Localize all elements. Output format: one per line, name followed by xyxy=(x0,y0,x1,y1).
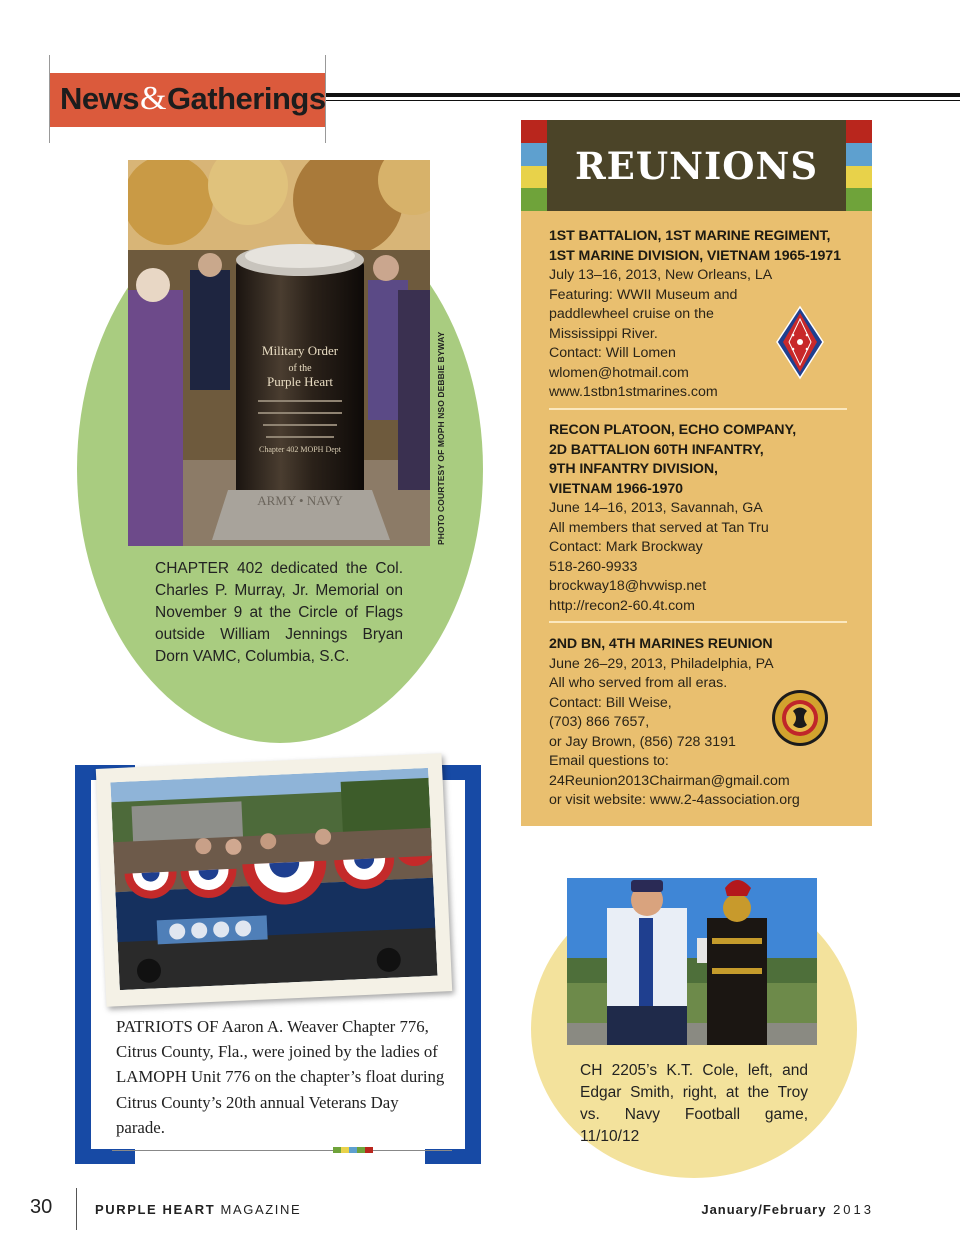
reunion-detail: All who served from all eras. xyxy=(549,675,728,691)
monument-line-2: of the xyxy=(288,363,312,374)
marine-division-diamond-icon xyxy=(775,305,825,380)
mini-stripe-green xyxy=(333,1147,341,1153)
reunion-detail: June 26–29, 2013, Philadelphia, PA xyxy=(549,655,774,672)
blue-bracket-left xyxy=(75,765,91,1164)
reunion-detail: Email questions to: xyxy=(549,753,669,769)
reunion-divider xyxy=(549,621,847,623)
reunion-heading: 2D BATTALION 60TH INFANTRY, xyxy=(549,441,764,458)
memorial-caption: CHAPTER 402 dedicated the Col. Charles P. Murray, Jr. Memorial on November 9 at the Circle of Flags outside William Jennings Bryan Dorn VAMC, Columbia, S.C. xyxy=(155,560,403,665)
reunion-heading: 9TH INFANTRY DIVISION, xyxy=(549,461,718,477)
stripe-red xyxy=(846,120,872,143)
reunion-detail: Contact: Bill Weise, xyxy=(549,694,672,711)
stripe-yellow xyxy=(521,166,547,189)
mini-stripe-red xyxy=(365,1147,373,1153)
reunion-detail: June 14–16, 2013, Savannah, GA xyxy=(549,500,763,516)
stripe-green xyxy=(846,188,872,211)
reunion-website: or visit website: www.2-4association.org xyxy=(549,792,800,808)
stripe-red xyxy=(521,120,547,143)
monument-line-1: Military Order xyxy=(261,343,339,358)
reunion-heading: VIETNAM 1966-1970 xyxy=(549,480,683,497)
monument-line-3: Purple Heart xyxy=(266,374,334,389)
blue-bracket-right xyxy=(465,765,481,1164)
reunion-phone: (703) 866 7657, xyxy=(549,714,650,730)
reunion-detail: All members that served at Tan Tru xyxy=(549,519,769,536)
reunion-website: www.1stbn1stmarines.com xyxy=(549,384,718,400)
reunion-email: wlomen@hotmail.com xyxy=(549,364,689,381)
issue-date: January/February 2013 xyxy=(701,1202,874,1217)
stripe-yellow xyxy=(846,166,872,189)
mini-stripe-yellow xyxy=(341,1147,349,1153)
reunion-heading: 2ND BN, 4TH MARINES REUNION xyxy=(549,636,773,652)
magazine-name: PURPLE HEART MAGAZINE xyxy=(95,1202,302,1217)
stripe-blue xyxy=(521,143,547,166)
mini-stripe-green xyxy=(357,1147,365,1153)
reunion-heading: RECON PLATOON, ECHO COMPANY, xyxy=(549,422,797,438)
blue-bracket-left-bottom xyxy=(75,1149,135,1164)
footer-divider xyxy=(76,1188,77,1230)
marines-reunion-seal-icon xyxy=(771,689,829,747)
header-thin-rule xyxy=(326,100,960,101)
monument-base-text: ARMY • NAVY xyxy=(257,493,343,508)
parade-photo xyxy=(110,768,437,990)
parade-photo-frame xyxy=(96,753,452,1006)
football-caption: CH 2205’s K.T. Cole, left, and Edgar Smith, right, at the Troy vs. Navy Football game, 11/10/12 xyxy=(580,1062,808,1145)
football-photo xyxy=(567,878,817,1045)
reunion-detail: Contact: Mark Brockway xyxy=(549,539,703,555)
reunion-heading: 1ST BATTALION, 1ST MARINE REGIMENT, xyxy=(549,228,831,244)
photo-credit: PHOTO COURTESY OF MOPH NSO DEBBIE BYWAY xyxy=(436,331,446,545)
mini-stripe-blue xyxy=(349,1147,357,1153)
reunion-phone: 518-260-9933 xyxy=(549,558,638,575)
blue-bracket-right-bottom xyxy=(425,1149,481,1164)
reunion-divider xyxy=(549,408,847,410)
reunion-detail: July 13–16, 2013, New Orleans, LA xyxy=(549,267,773,283)
reunion-detail: Featuring: WWII Museum and xyxy=(549,286,738,303)
stripe-green xyxy=(521,188,547,211)
reunion-detail: Mississippi River. xyxy=(549,325,658,342)
monument-line-4: Chapter 402 MOPH Dept xyxy=(259,445,341,454)
reunion-email: 24Reunion2013Chairman@gmail.com xyxy=(549,772,790,789)
section-title: News&Gatherings xyxy=(60,80,326,117)
reunion-email: brockway18@hvwisp.net xyxy=(549,578,707,594)
card-bottom-rule xyxy=(112,1150,452,1151)
reunion-detail: Contact: Will Lomen xyxy=(549,345,676,361)
reunion-entry xyxy=(549,421,849,616)
reunion-website: http://recon2-60.4t.com xyxy=(549,597,695,614)
page-number: 30 xyxy=(30,1196,53,1218)
reunion-detail: paddlewheel cruise on the xyxy=(549,306,714,322)
memorial-photo xyxy=(128,160,430,546)
stripe-blue xyxy=(846,143,872,166)
reunions-title: REUNIONS xyxy=(574,144,819,188)
reunion-heading: 1ST MARINE DIVISION, VIETNAM 1965-1971 xyxy=(549,247,841,264)
parade-caption: PATRIOTS OF Aaron A. Weaver Chapter 776, Citrus County, Fla., were joined by the ladies of LAMOPH Unit 776 on the chapter’s float during Citrus County’s 20th annual Veterans Day parade. xyxy=(116,1017,445,1137)
header-thick-rule xyxy=(326,93,960,97)
reunion-detail: or Jay Brown, (856) 728 3191 xyxy=(549,733,736,750)
